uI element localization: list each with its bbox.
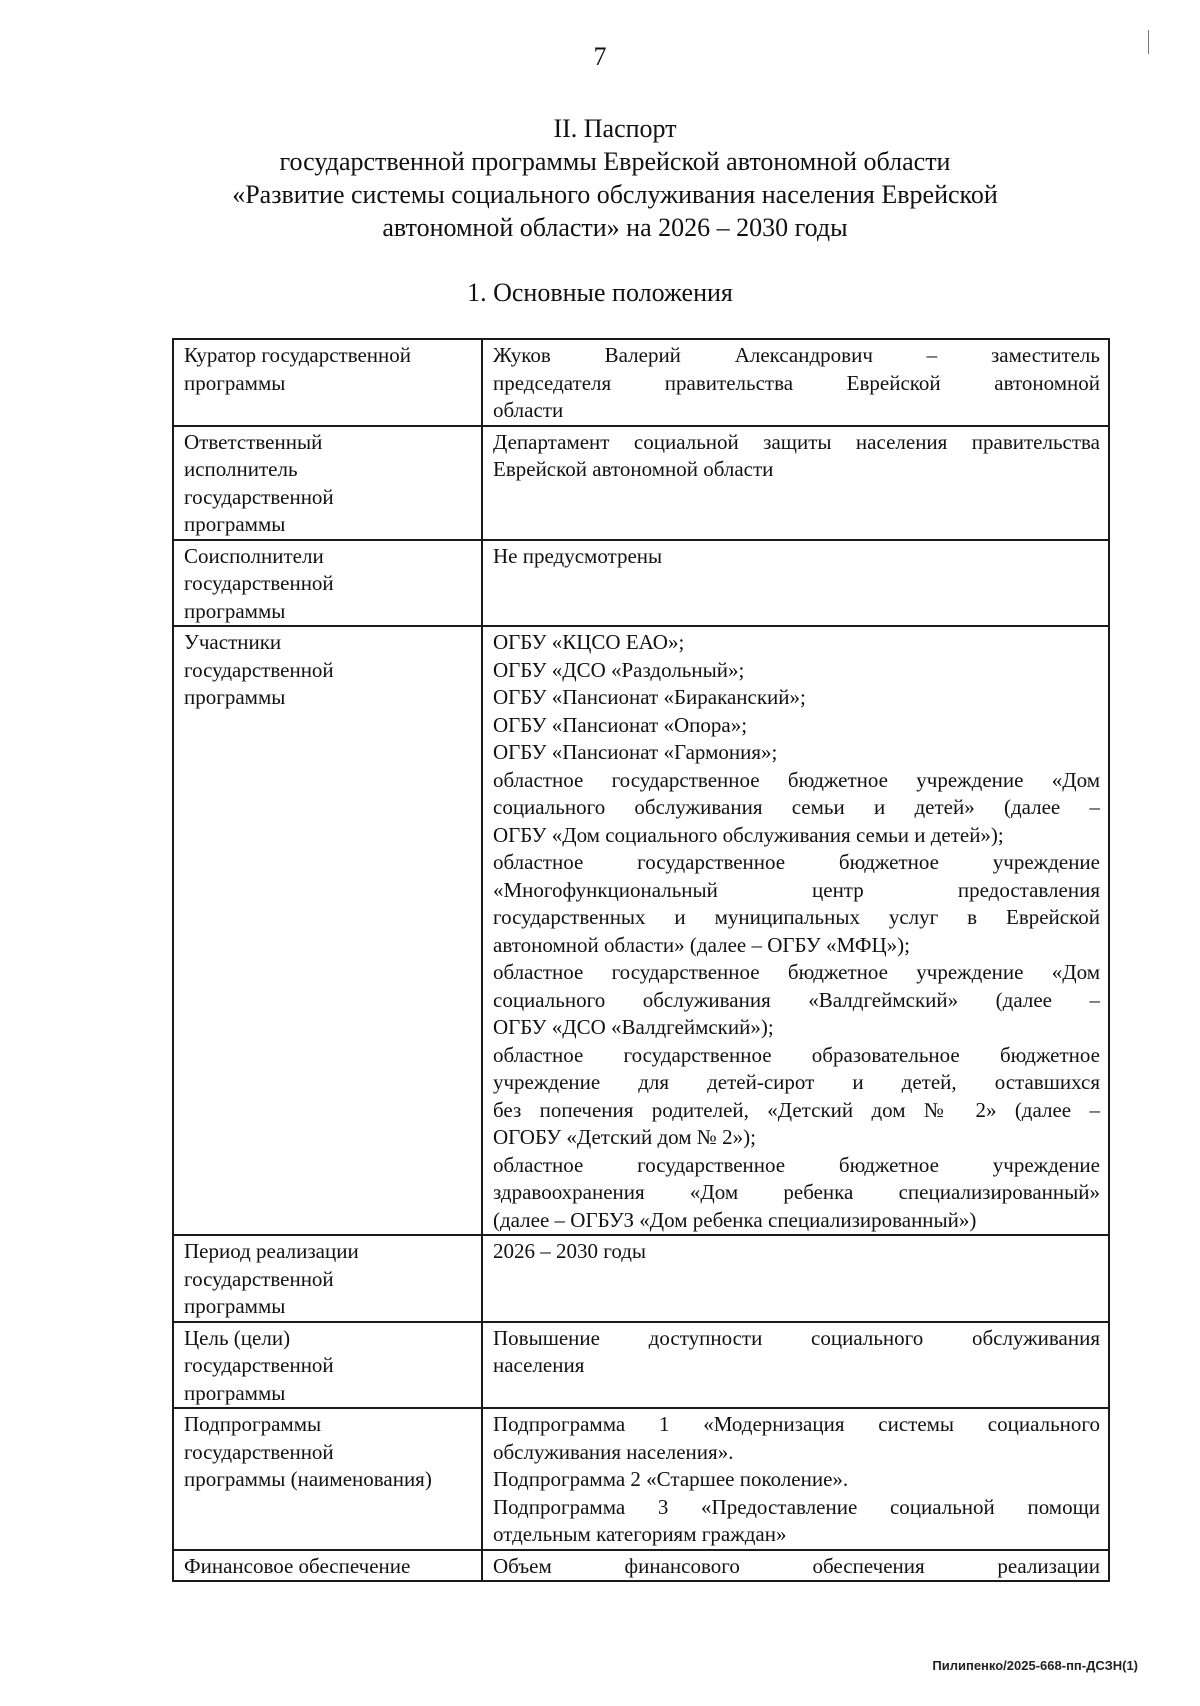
- row-value-line: Подпрограмма 2 «Старшее поколение».: [493, 1467, 849, 1491]
- table-row: [173, 426, 1109, 540]
- row-value-line: социального обслуживания «Валдгеймский» (далее –: [493, 987, 1100, 1012]
- row-label-line: государственной: [184, 1439, 334, 1464]
- row-value-line: здравоохранения «Дом ребенка специализированный»: [493, 1180, 1100, 1204]
- row-label-line: государственной: [184, 571, 334, 595]
- row-value-line: областное государственное бюджетное учреждение: [493, 850, 1100, 874]
- section-title: 1. Основные положения: [467, 278, 733, 307]
- row-value-line: областное государственное бюджетное учреждение: [493, 1152, 1100, 1177]
- table-row: [173, 1408, 1109, 1550]
- row-label-line: государственной: [184, 1353, 334, 1377]
- row-label-line: программы (наименования): [184, 1467, 432, 1491]
- row-value-line: Повышение доступности социального обслуживания: [493, 1325, 1100, 1350]
- row-value-line: областное государственное образовательное бюджетное: [493, 1042, 1100, 1067]
- row-label-line: Соисполнители: [184, 543, 324, 568]
- row-value-cell: [482, 1235, 1109, 1322]
- row-value-cell: [482, 1550, 1109, 1582]
- row-value-line: без попечения родителей, «Детский дом № 2» (далее –: [493, 1097, 1100, 1122]
- row-label-cell: [173, 540, 482, 627]
- row-label-line: Участники: [184, 630, 282, 654]
- row-value-line: Подпрограмма 1 «Модернизация системы социального: [493, 1412, 1100, 1436]
- row-label-cell: [173, 1322, 482, 1409]
- row-value-cell: [482, 1322, 1109, 1409]
- row-value-line: Департамент социальной защиты населения правительства: [493, 429, 1100, 454]
- row-label-line: государственной: [184, 1266, 334, 1291]
- table-row: [173, 540, 1109, 627]
- row-label-line: Финансовое обеспечение: [184, 1553, 411, 1578]
- row-value-cell: [482, 339, 1109, 426]
- row-value-line: ОГБУ «ДСО «Валдгеймский»);: [493, 1015, 774, 1039]
- table-row: [173, 626, 1109, 1235]
- row-value-line: социального обслуживания семьи и детей» (далее –: [493, 795, 1100, 819]
- row-value-line: ОГБУ «Пансионат «Опора»;: [493, 712, 748, 737]
- row-label-line: программы: [184, 512, 286, 536]
- row-value-line: ОГБУ «Дом социального обслуживания семьи и детей»);: [493, 822, 1004, 847]
- row-label-cell: [173, 1235, 482, 1322]
- row-label-line: Период реализации: [184, 1239, 359, 1263]
- title-line: государственной программы Еврейской автономной области: [279, 147, 951, 176]
- row-label-line: Ответственный: [184, 429, 323, 454]
- row-value-line: ОГБУ «КЦСО ЕАО»;: [493, 630, 685, 654]
- title-line: автономной области» на 2026 – 2030 годы: [382, 213, 848, 242]
- title-line: II. Паспорт: [553, 114, 677, 143]
- title-line: «Развитие системы социального обслуживания населения Еврейской: [232, 180, 998, 209]
- row-value-line: Объем финансового обеспечения реализации: [493, 1553, 1100, 1578]
- row-label-line: программы: [184, 685, 286, 709]
- row-value-line: «Многофункциональный центр предоставления: [493, 877, 1100, 902]
- document-title: [180, 112, 1050, 244]
- row-value-line: государственных и муниципальных услуг в Еврейской: [493, 905, 1100, 929]
- row-label-line: программы: [184, 1294, 286, 1318]
- row-label-line: государственной: [184, 484, 334, 509]
- row-value-line: (далее – ОГБУЗ «Дом ребенка специализированный»): [493, 1207, 977, 1232]
- row-value-line: ОГБУ «Пансионат «Бираканский»;: [493, 685, 806, 709]
- passport-table-body: [173, 339, 1109, 1581]
- row-value-line: Еврейской автономной области: [493, 457, 774, 481]
- row-value-cell: [482, 540, 1109, 627]
- row-value-line: учреждение для детей-сирот и детей, оставшихся: [493, 1070, 1100, 1094]
- row-value-cell: [482, 1408, 1109, 1550]
- row-label-cell: [173, 426, 482, 540]
- row-label-line: Подпрограммы: [184, 1412, 322, 1436]
- row-value-line: ОГБУ «ДСО «Раздольный»;: [493, 657, 745, 682]
- row-value-line: председателя правительства Еврейской автономной: [493, 370, 1100, 395]
- table-row: [173, 339, 1109, 426]
- row-label-cell: [173, 1550, 482, 1582]
- row-value-line: Подпрограмма 3 «Предоставление социальной помощи: [493, 1494, 1100, 1519]
- row-label-line: Куратор государственной: [184, 343, 412, 367]
- row-value-line: Жуков Валерий Александрович – заместитель: [493, 343, 1100, 367]
- row-value-cell: [482, 426, 1109, 540]
- row-value-line: области: [493, 398, 564, 422]
- row-label-cell: [173, 1408, 482, 1550]
- row-value-line: обслуживания населения».: [493, 1439, 734, 1464]
- row-label-line: Цель (цели): [184, 1325, 291, 1350]
- row-label-line: программы: [184, 370, 286, 395]
- row-label-line: государственной: [184, 657, 334, 682]
- row-label-cell: [173, 339, 482, 426]
- row-label-line: программы: [184, 1380, 286, 1405]
- row-value-line: ОГОБУ «Детский дом № 2»);: [493, 1125, 756, 1149]
- row-value-line: ОГБУ «Пансионат «Гармония»;: [493, 740, 778, 764]
- row-label-line: исполнитель: [184, 457, 298, 481]
- table-row: [173, 1322, 1109, 1409]
- row-label-cell: [173, 626, 482, 1235]
- row-value-line: Не предусмотрены: [493, 543, 663, 568]
- row-label-line: программы: [184, 598, 286, 623]
- row-value-line: автономной области» (далее – ОГБУ «МФЦ»);: [493, 932, 910, 957]
- row-value-line: областное государственное бюджетное учреждение «Дом: [493, 960, 1100, 984]
- row-value-line: населения: [493, 1353, 585, 1377]
- passport-table: [172, 338, 1110, 1582]
- footer-document-code: Пилипенко/2025-668-пп-ДСЗН(1): [932, 1658, 1138, 1673]
- row-value-line: областное государственное бюджетное учреждение «Дом: [493, 767, 1100, 792]
- page-number: 7: [593, 42, 607, 71]
- table-row: [173, 1550, 1109, 1582]
- table-row: [173, 1235, 1109, 1322]
- row-value-cell: [482, 626, 1109, 1235]
- row-value-line: отдельным категориям граждан»: [493, 1522, 787, 1546]
- row-value-line: 2026 – 2030 годы: [493, 1239, 647, 1263]
